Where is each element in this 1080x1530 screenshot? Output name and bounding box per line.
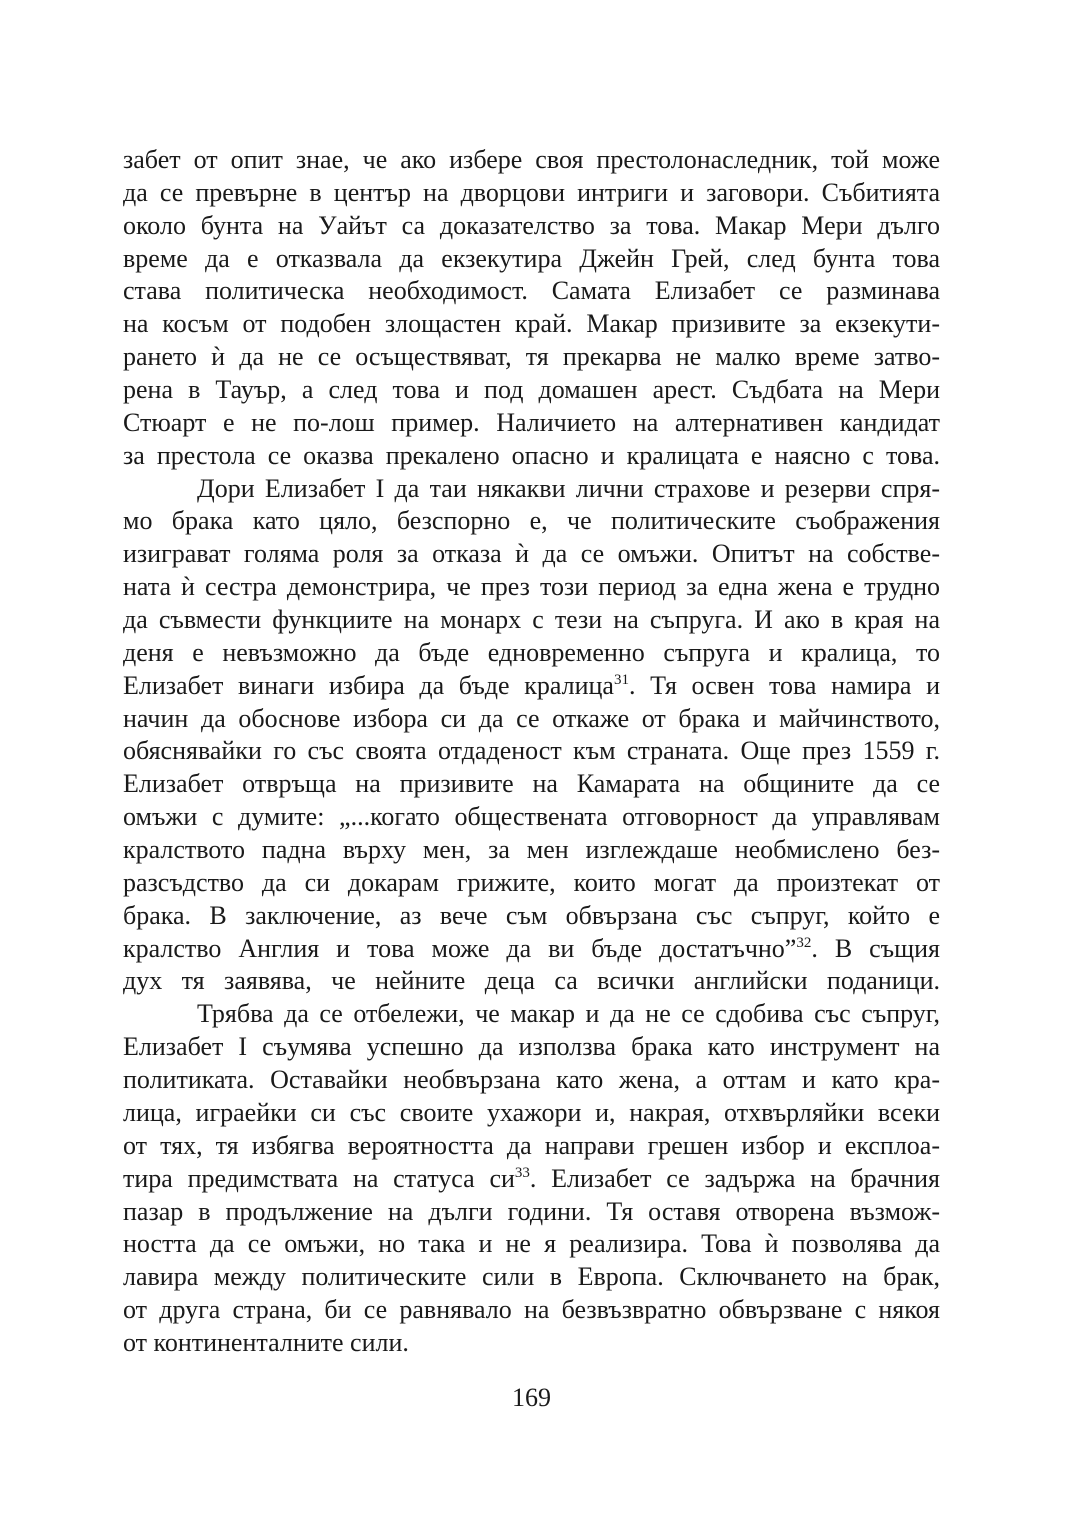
text-line: политиката. Оставайки необвързана като жена, а оттам и като кра- xyxy=(123,1065,940,1095)
text-line: лавира между политическите сили в Европа. Сключването на брак, xyxy=(123,1262,940,1292)
line-text: тира предимствата на статуса си xyxy=(123,1163,515,1193)
text-line: разсъдство да си докарам грижите, които могат да произтекат от xyxy=(123,867,940,897)
text-line: кралството падна върху мен, за мен изглеждаше необмислено без- xyxy=(123,835,940,865)
line-text: Елизабет винаги избира да бъде кралица xyxy=(123,670,614,700)
text-line: Трябва да се отбележи, че макар и да не се сдобива със съпруг, xyxy=(197,999,940,1029)
text-line: пазар в продължение на дълги години. Тя оставя отворена възмож- xyxy=(123,1196,940,1226)
text-line: рена в Тауър, а след това и под домашен арест. Съдбата на Мери xyxy=(123,375,940,405)
text-line: Стюарт е не по-лош пример. Наличието на алтернативен кандидат xyxy=(123,407,940,437)
text-line xyxy=(123,933,940,966)
text-line: лица, играейки си със своите ухажори и, накрая, отхвърляйки всеки xyxy=(123,1097,940,1127)
text-line: ната ѝ сестра демонстрира, че през този период за една жена е трудно xyxy=(123,572,940,602)
text-line: брака. В заключение, аз вече съм обвързана със съпруг, който е xyxy=(123,900,940,930)
footnote-ref: 31 xyxy=(613,671,629,688)
text-line: става политическа необходимост. Самата Елизабет се разминава xyxy=(123,276,940,306)
text-line: от друга страна, би се равнявало на безвъзвратно обвързване с някоя xyxy=(123,1295,940,1325)
text-line: да се превърне в център на дворцови интриги и заговори. Събитията xyxy=(123,177,940,207)
text-line: Дори Елизабет I да таи някакви лични страхове и резерви спря- xyxy=(197,473,940,503)
text-line xyxy=(123,1163,940,1196)
text-line: Елизабет отвръща на призивите на Камарата на общините да се xyxy=(123,769,940,799)
line-text: . Тя освен това намира и xyxy=(628,670,940,700)
text-line: от континенталните сили. xyxy=(123,1327,409,1357)
text-line: на косъм от подобен злощастен край. Макар призивите за екзекути- xyxy=(123,309,940,339)
text-line: време да е отказвала да екзекутира Джейн Грей, след бунта това xyxy=(123,243,940,273)
line-text: кралство Англия и това може да ви бъде достатъчно” xyxy=(123,933,797,963)
text-line: деня е невъзможно да бъде едновременно съпруга и кралица, то xyxy=(123,637,940,667)
line-text: . В същия xyxy=(811,933,940,963)
paragraph-3 xyxy=(123,998,940,1359)
footnote-ref: 33 xyxy=(514,1164,530,1181)
text-line: от тях, тя избягва вероятността да направи грешен избор и експлоа- xyxy=(123,1130,940,1160)
paragraph-1 xyxy=(123,144,940,473)
text-line: изиграват голяма роля за отказа ѝ да се омъжи. Опитът на собстве- xyxy=(123,539,940,569)
footnote-ref: 32 xyxy=(796,934,812,951)
paragraph-2 xyxy=(123,473,940,999)
text-line: да съвмести функциите на монарх с тези на съпруга. И ако в края на xyxy=(123,605,940,635)
text-line: дух тя заявява, че нейните деца са всички английски поданици. xyxy=(123,966,940,996)
text-line: забет от опит знае, че ако избере своя престолонаследник, той може xyxy=(123,145,940,174)
text-line: рането ѝ да не се осъществяват, тя прекарва не малко време затво- xyxy=(123,342,940,372)
text-line: начин да обоснове избора си да се откаже от брака и майчинството, xyxy=(123,703,940,733)
text-line: обяснявайки го със своята отдаденост към страната. Още през 1559 г. xyxy=(123,736,940,766)
text-line xyxy=(123,670,940,703)
text-line: Елизабет I съумява успешно да използва брака като инструмент на xyxy=(123,1032,940,1062)
text-line: ността да се омъжи, но така и не я реализира. Това ѝ позволява да xyxy=(123,1229,940,1259)
text-line: мо брака като цяло, безспорно е, че политическите съображения xyxy=(123,506,940,536)
body-text xyxy=(123,144,940,1360)
page-number: 169 xyxy=(512,1383,551,1412)
text-line: около бунта на Уайът са доказателство за това. Макар Мери дълго xyxy=(123,210,940,240)
text-line: омъжи с думите: „...когато обществената отговорност да управлявам xyxy=(123,802,940,832)
text-line: за престола се оказва прекалено опасно и кралицата е наясно с това. xyxy=(123,440,940,470)
line-text: . Елизабет се задържа на брачния xyxy=(529,1163,940,1193)
